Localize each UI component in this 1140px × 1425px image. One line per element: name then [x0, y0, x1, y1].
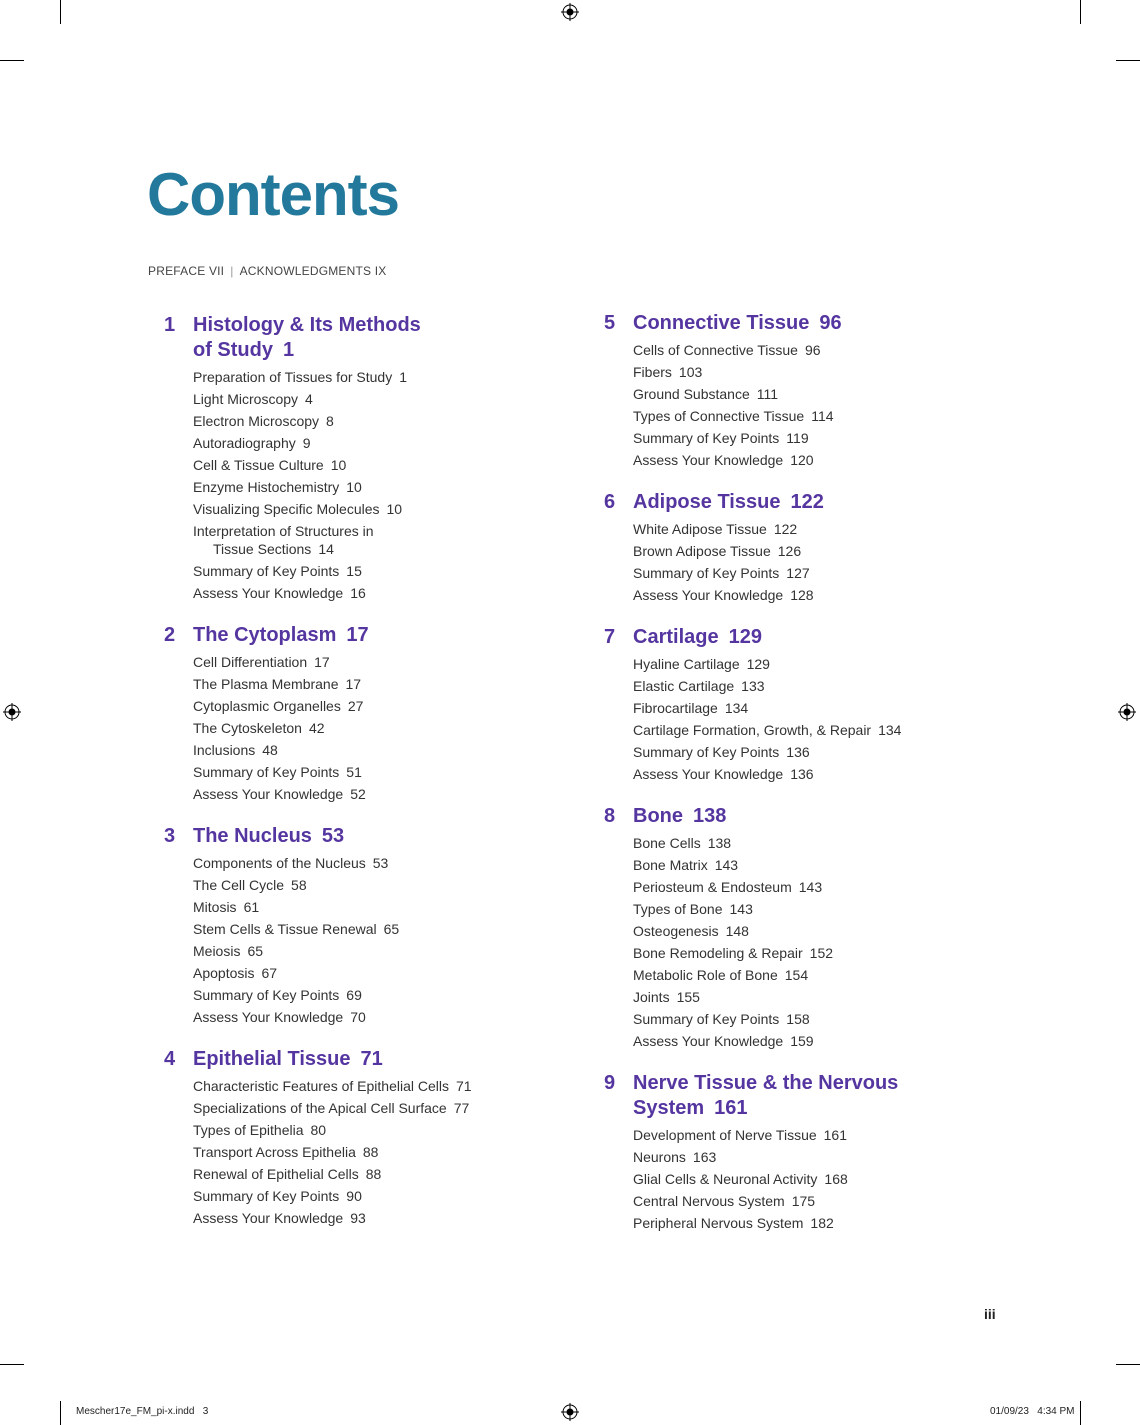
entry-label: Fibrocartilage: [633, 700, 718, 716]
chapter-heading[interactable]: [148, 623, 548, 648]
entry-page: 1: [399, 369, 408, 385]
entry-page: 111: [756, 386, 779, 402]
entry-label: Assess Your Knowledge: [193, 1210, 344, 1226]
toc-entry[interactable]: [633, 383, 988, 405]
entry-page: 48: [262, 742, 278, 758]
entry-label: Elastic Cartilage: [633, 678, 735, 694]
chapter-title-line: Connective Tissue: [633, 312, 810, 334]
entry-label: Enzyme Histochemistry: [193, 479, 340, 495]
entry-page: 16: [350, 585, 366, 601]
chapter-heading[interactable]: [148, 313, 548, 363]
registration-mark-icon: [1118, 703, 1136, 721]
entry-page: 96: [804, 342, 821, 358]
entry-page: 58: [291, 877, 307, 893]
entry-label: The Plasma Membrane: [193, 676, 339, 692]
front-matter-line: [148, 264, 387, 278]
toc-entry[interactable]: [633, 1212, 988, 1234]
crop-mark: [1116, 60, 1140, 61]
toc-entry[interactable]: [633, 898, 988, 920]
entry-page: 42: [308, 720, 325, 736]
chapter-heading[interactable]: [148, 1047, 548, 1072]
entry-label: Fibers: [633, 364, 672, 380]
entry-page: 163: [692, 1149, 717, 1165]
chapter-page: 1: [283, 339, 295, 361]
entry-label: Cell & Tissue Culture: [193, 457, 324, 473]
toc-entry[interactable]: [193, 918, 548, 940]
entry-page: 77: [453, 1100, 470, 1116]
toc-entry[interactable]: [633, 1146, 988, 1168]
entry-label: Assess Your Knowledge: [633, 1033, 784, 1049]
toc-entry[interactable]: [193, 1006, 548, 1028]
entry-page: 88: [365, 1166, 382, 1182]
toc-entry[interactable]: [193, 717, 548, 739]
chapter-title: [633, 1071, 898, 1121]
entry-label: Glial Cells & Neuronal Activity: [633, 1171, 818, 1187]
entry-page: 70: [350, 1009, 366, 1025]
entry-label: Assess Your Knowledge: [633, 452, 784, 468]
chapter-title-line: Histology & Its Methods: [193, 314, 421, 336]
chapter-title: [193, 313, 421, 363]
entry-page: 175: [791, 1193, 816, 1209]
entry-label: Neurons: [633, 1149, 686, 1165]
entry-label: Types of Epithelia: [193, 1122, 304, 1138]
entry-page: 51: [346, 764, 362, 780]
chapter-page: 138: [693, 805, 727, 827]
toc-entry[interactable]: [633, 1168, 988, 1190]
toc-entry[interactable]: [633, 361, 988, 383]
entry-label: Components of the Nucleus: [193, 855, 366, 871]
registration-mark-icon: [561, 3, 579, 21]
entry-page: 88: [362, 1144, 379, 1160]
entry-label: Peripheral Nervous System: [633, 1215, 804, 1231]
toc-entry[interactable]: [193, 1185, 548, 1207]
toc-entry[interactable]: [633, 1008, 988, 1030]
entry-page: 10: [346, 479, 362, 495]
chapter-title-line: Nerve Tissue & the Nervous: [633, 1072, 899, 1094]
toc-entry[interactable]: [633, 942, 988, 964]
page-number: iii: [984, 1306, 996, 1322]
entry-label: Inclusions: [193, 742, 256, 758]
entry-page: 161: [823, 1127, 847, 1143]
toc-entry[interactable]: [193, 1119, 548, 1141]
entry-label: Ground Substance: [633, 386, 750, 402]
toc-entry[interactable]: [193, 432, 548, 454]
toc-entry[interactable]: [633, 876, 988, 898]
entry-label: Cytoplasmic Organelles: [193, 698, 341, 714]
entry-label: Stem Cells & Tissue Renewal: [193, 921, 377, 937]
entry-label: Summary of Key Points: [633, 1011, 780, 1027]
toc-column-left: [148, 313, 548, 1248]
chapter-number: 7: [604, 626, 616, 648]
entry-label: The Cell Cycle: [193, 877, 285, 893]
entry-page: 14: [318, 541, 334, 557]
crop-mark: [60, 0, 61, 24]
entry-label: Renewal of Epithelial Cells: [193, 1166, 359, 1182]
entry-page: 17: [345, 676, 362, 692]
chapter-number: 8: [604, 805, 616, 827]
entry-label: Preparation of Tissues for Study: [193, 369, 393, 385]
entry-page: 143: [714, 857, 739, 873]
entry-label: Summary of Key Points: [193, 563, 340, 579]
entry-label: Metabolic Role of Bone: [633, 967, 778, 983]
toc-entry[interactable]: [193, 388, 548, 410]
toc-entry[interactable]: [193, 454, 548, 476]
entry-page: 80: [310, 1122, 327, 1138]
page-title: Contents: [147, 161, 399, 228]
chapter-number: 3: [164, 825, 176, 847]
chapter-title-line: The Nucleus: [193, 825, 312, 847]
chapter-number: 1: [164, 314, 176, 336]
chapter-heading[interactable]: [588, 490, 988, 515]
toc-entry[interactable]: [633, 719, 988, 741]
entry-page: 10: [330, 457, 347, 473]
toc-entry[interactable]: [633, 832, 988, 854]
entry-page: 10: [386, 501, 403, 517]
toc-entry[interactable]: [633, 339, 988, 361]
entry-page: 138: [707, 835, 732, 851]
toc-entry[interactable]: [193, 874, 548, 896]
toc-entry[interactable]: [193, 695, 548, 717]
entry-page: 65: [247, 943, 264, 959]
chapter-9: [588, 1071, 988, 1234]
entry-page: 90: [346, 1188, 362, 1204]
chapter-heading[interactable]: [588, 1071, 988, 1121]
toc-entry[interactable]: [633, 1030, 988, 1052]
crop-mark: [0, 60, 24, 61]
toc-entry[interactable]: [193, 962, 548, 984]
chapter-title-line: The Cytoplasm: [193, 624, 337, 646]
chapter-number: 4: [164, 1048, 176, 1070]
entry-page: 114: [811, 408, 834, 424]
chapter-heading[interactable]: [148, 824, 548, 849]
section-list: [588, 1124, 988, 1234]
toc-entry[interactable]: [633, 675, 988, 697]
section-list: [148, 651, 548, 805]
entry-label: Transport Across Epithelia: [193, 1144, 356, 1160]
chapter-number: 6: [604, 491, 616, 513]
preface-link[interactable]: PREFACE VII: [148, 264, 225, 278]
entry-label: Development of Nerve Tissue: [633, 1127, 817, 1143]
entry-page: 93: [350, 1210, 366, 1226]
entry-label: Autoradiography: [193, 435, 296, 451]
entry-label: Periosteum & Endosteum: [633, 879, 792, 895]
chapter-page: 71: [360, 1048, 383, 1070]
entry-page: 120: [790, 452, 814, 468]
entry-label: Bone Cells: [633, 835, 701, 851]
chapter-title-line: System: [633, 1097, 705, 1119]
toc-entry[interactable]: [633, 584, 988, 606]
crop-mark: [1080, 1401, 1081, 1425]
entry-label: Types of Connective Tissue: [633, 408, 805, 424]
toc-entry[interactable]: [633, 763, 988, 785]
entry-label: The Cytoskeleton: [193, 720, 302, 736]
entry-label: Central Nervous System: [633, 1193, 785, 1209]
toc-entry[interactable]: [193, 940, 548, 962]
entry-label: Assess Your Knowledge: [633, 766, 784, 782]
toc-entry[interactable]: [193, 1075, 548, 1097]
crop-mark: [60, 1401, 61, 1425]
chapter-title: [193, 824, 344, 849]
entry-label: Summary of Key Points: [193, 1188, 340, 1204]
registration-mark-icon: [3, 703, 21, 721]
entry-page: 159: [790, 1033, 814, 1049]
entry-label-continued: [193, 540, 548, 558]
entry-label: Cell Differentiation: [193, 654, 308, 670]
entry-label: Brown Adipose Tissue: [633, 543, 771, 559]
entry-label: Summary of Key Points: [193, 764, 340, 780]
section-list: [588, 518, 988, 606]
entry-page: 127: [786, 565, 810, 581]
entry-page: 126: [777, 543, 802, 559]
entry-page: 152: [809, 945, 834, 961]
entry-page: 17: [314, 654, 330, 670]
toc-entry[interactable]: [193, 410, 548, 432]
chapter-title-line: Epithelial Tissue: [193, 1048, 351, 1070]
toc-entry[interactable]: [633, 405, 988, 427]
entry-label: Visualizing Specific Molecules: [193, 501, 380, 517]
toc-entry[interactable]: [633, 986, 988, 1008]
entry-page: 53: [372, 855, 389, 871]
entry-label: Summary of Key Points: [193, 987, 340, 1003]
toc-entry[interactable]: [193, 476, 548, 498]
section-list: [588, 339, 988, 471]
entry-page: 71: [456, 1078, 472, 1094]
entry-page: 143: [729, 901, 753, 917]
section-list: [588, 832, 988, 1052]
entry-page: 4: [305, 391, 313, 407]
chapter-5: [588, 311, 988, 471]
section-list: [148, 366, 548, 604]
entry-page: 61: [243, 899, 260, 915]
entry-page: 168: [824, 1171, 848, 1187]
entry-page: 134: [878, 722, 902, 738]
toc-entry[interactable]: [193, 1207, 548, 1229]
chapter-1: [148, 313, 548, 604]
toc-entry[interactable]: [633, 653, 988, 675]
chapter-6: [588, 490, 988, 606]
chapter-page: 17: [346, 624, 369, 646]
chapter-page: 129: [728, 626, 762, 648]
entry-page: 133: [741, 678, 765, 694]
toc-entry[interactable]: [193, 896, 548, 918]
entry-label: Interpretation of Structures in: [193, 523, 374, 539]
entry-page: 103: [678, 364, 703, 380]
separator: |: [230, 264, 234, 278]
acknowledgments-link[interactable]: ACKNOWLEDGMENTS IX: [239, 264, 387, 278]
chapter-page: 96: [819, 312, 842, 334]
toc-entry[interactable]: [633, 741, 988, 763]
entry-label: Summary of Key Points: [633, 430, 780, 446]
chapter-7: [588, 625, 988, 785]
entry-label: Assess Your Knowledge: [193, 585, 344, 601]
entry-label: Joints: [633, 989, 670, 1005]
section-list: [148, 852, 548, 1028]
toc-entry[interactable]: [193, 520, 548, 560]
entry-label: Summary of Key Points: [633, 565, 780, 581]
chapter-page: 161: [714, 1097, 748, 1119]
entry-page: 8: [326, 413, 334, 429]
entry-label: Bone Remodeling & Repair: [633, 945, 803, 961]
entry-page: 148: [725, 923, 749, 939]
chapter-title-line: Cartilage: [633, 626, 719, 648]
entry-page: 136: [786, 744, 810, 760]
chapter-4: [148, 1047, 548, 1229]
entry-label: Mitosis: [193, 899, 237, 915]
entry-page: 129: [746, 656, 770, 672]
entry-label: White Adipose Tissue: [633, 521, 767, 537]
entry-page: 143: [798, 879, 823, 895]
entry-label: Light Microscopy: [193, 391, 299, 407]
toc-entry[interactable]: [633, 449, 988, 471]
entry-label: Assess Your Knowledge: [193, 1009, 344, 1025]
crop-mark: [0, 1364, 24, 1365]
chapter-page: 53: [321, 825, 345, 847]
toc-entry[interactable]: [193, 852, 548, 874]
toc-entry[interactable]: [193, 1097, 548, 1119]
toc-entry[interactable]: [193, 984, 548, 1006]
toc-entry[interactable]: [633, 697, 988, 719]
chapter-page: 122: [790, 491, 824, 513]
entry-page: 154: [784, 967, 809, 983]
toc-entry[interactable]: [633, 1190, 988, 1212]
entry-page: 52: [350, 786, 366, 802]
chapter-heading[interactable]: [588, 625, 988, 650]
entry-page: 182: [810, 1215, 834, 1231]
entry-label-continued-text: Tissue Sections: [213, 541, 312, 557]
chapter-title: [193, 1047, 383, 1072]
entry-label: Osteogenesis: [633, 923, 719, 939]
toc-entry[interactable]: [633, 540, 988, 562]
chapter-number: 5: [604, 312, 616, 334]
chapter-title-line: Bone: [633, 805, 683, 827]
entry-page: 67: [261, 965, 278, 981]
toc-entry[interactable]: [193, 1163, 548, 1185]
entry-page: 27: [347, 698, 364, 714]
crop-mark: [1080, 0, 1081, 24]
toc-entry[interactable]: [193, 761, 548, 783]
toc-entry[interactable]: [193, 673, 548, 695]
toc-entry[interactable]: [193, 783, 548, 805]
toc-entry[interactable]: [633, 964, 988, 986]
slug-filename: Mescher17e_FM_pi-x.indd 3: [76, 1406, 209, 1417]
chapter-title: [633, 311, 842, 336]
toc-entry[interactable]: [193, 582, 548, 604]
chapter-number: 9: [604, 1072, 616, 1094]
toc-entry[interactable]: [193, 651, 548, 673]
toc-entry[interactable]: [633, 920, 988, 942]
slug-datetime: 01/09/23 4:34 PM: [990, 1406, 1075, 1417]
entry-label: Hyaline Cartilage: [633, 656, 740, 672]
entry-page: 65: [383, 921, 400, 937]
chapter-title: [633, 625, 762, 650]
toc-entry[interactable]: [193, 560, 548, 582]
toc-entry[interactable]: [633, 854, 988, 876]
entry-label: Characteristic Features of Epithelial Cells: [193, 1078, 449, 1094]
section-list: [588, 653, 988, 785]
toc-entry[interactable]: [633, 427, 988, 449]
entry-page: 122: [773, 521, 798, 537]
entry-label: Assess Your Knowledge: [193, 786, 344, 802]
chapter-title: [193, 623, 369, 648]
chapter-heading[interactable]: [588, 311, 988, 336]
registration-mark-icon: [561, 1403, 579, 1421]
entry-label: Meiosis: [193, 943, 241, 959]
entry-label: Cells of Connective Tissue: [633, 342, 798, 358]
toc-entry[interactable]: [193, 1141, 548, 1163]
toc-entry[interactable]: [193, 366, 548, 388]
chapter-title-line: of Study: [193, 339, 273, 361]
entry-label: Specializations of the Apical Cell Surface: [193, 1100, 447, 1116]
entry-label: Summary of Key Points: [633, 744, 780, 760]
entry-label: Cartilage Formation, Growth, & Repair: [633, 722, 872, 738]
crop-mark: [1116, 1364, 1140, 1365]
section-list: [148, 1075, 548, 1229]
chapter-number: 2: [164, 624, 176, 646]
toc-entry[interactable]: [633, 518, 988, 540]
chapter-title-line: Adipose Tissue: [633, 491, 781, 513]
entry-label: Electron Microscopy: [193, 413, 320, 429]
toc-entry[interactable]: [633, 562, 988, 584]
entry-label: Apoptosis: [193, 965, 255, 981]
entry-page: 134: [724, 700, 749, 716]
entry-label: Assess Your Knowledge: [633, 587, 784, 603]
chapter-3: [148, 824, 548, 1028]
entry-page: 15: [346, 563, 362, 579]
toc-entry[interactable]: [633, 1124, 988, 1146]
entry-label: Types of Bone: [633, 901, 723, 917]
entry-page: 69: [346, 987, 362, 1003]
chapter-title: [633, 490, 824, 515]
entry-page: 155: [676, 989, 700, 1005]
chapter-2: [148, 623, 548, 805]
entry-page: 136: [790, 766, 814, 782]
chapter-8: [588, 804, 988, 1052]
entry-page: 128: [790, 587, 814, 603]
toc-entry[interactable]: [193, 739, 548, 761]
chapter-heading[interactable]: [588, 804, 988, 829]
entry-page: 158: [786, 1011, 810, 1027]
entry-page: 119: [786, 430, 809, 446]
entry-label: Bone Matrix: [633, 857, 708, 873]
chapter-title: [633, 804, 726, 829]
entry-page: 9: [302, 435, 311, 451]
toc-column-right: [588, 311, 988, 1253]
toc-entry[interactable]: [193, 498, 548, 520]
